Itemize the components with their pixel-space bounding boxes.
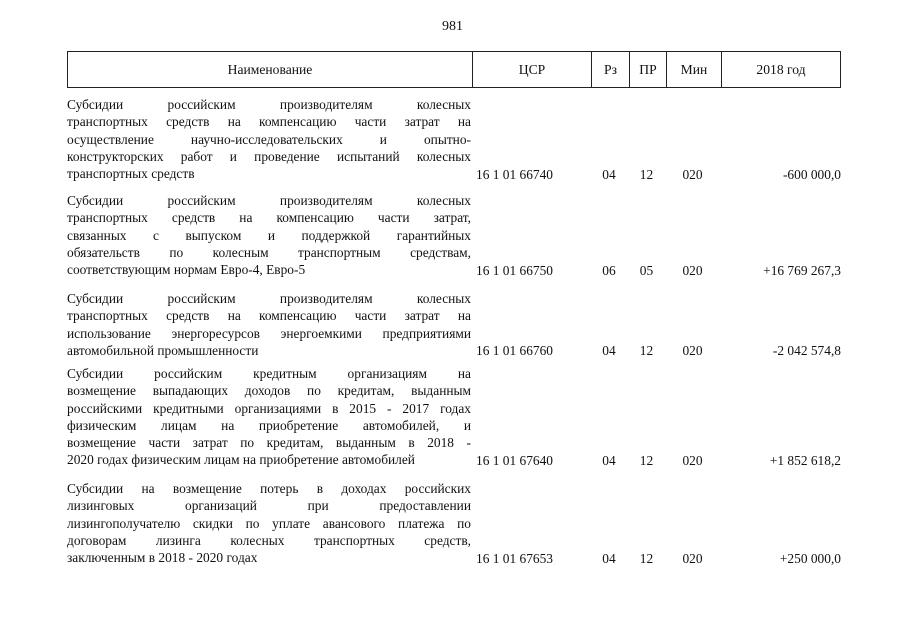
- row-name-line: транспортных средств на компенсацию части затрат на: [67, 308, 471, 324]
- row-name-line: автомобильной промышленности: [67, 342, 259, 358]
- table-header: [67, 51, 841, 88]
- row-name-line: договорам лизинга колесных транспортных средств,: [67, 532, 471, 548]
- row-csr: 16 1 01 67653: [476, 551, 553, 566]
- row-min: 020: [682, 263, 703, 278]
- row-name-line: лизингополучателю скидки по уплате авансового платежа по: [67, 515, 471, 531]
- row-csr: 16 1 01 66750: [476, 263, 553, 278]
- header-year: 2018 год: [721, 52, 840, 87]
- header-rz: Рз: [591, 52, 629, 87]
- row-amount: +250 000,0: [779, 551, 841, 566]
- row-name-line: обязательств по колесным транспортным средствам,: [67, 244, 471, 260]
- row-min: 020: [682, 167, 703, 182]
- row-min: 020: [682, 343, 703, 358]
- table-row: [67, 290, 841, 359]
- row-pr: 12: [639, 551, 654, 566]
- row-pr: 12: [639, 343, 654, 358]
- header-name: Наименование: [227, 62, 313, 77]
- row-amount: +1 852 618,2: [769, 453, 841, 468]
- row-rz: 04: [602, 343, 616, 358]
- row-name-line: лизинговых организаций при предоставлении: [67, 498, 471, 514]
- table-row: [67, 480, 841, 567]
- row-rz: 04: [602, 167, 616, 182]
- row-amount: -600 000,0: [782, 167, 841, 182]
- row-name-line: возмещение выпадающих доходов по кредитам, выданным: [67, 383, 471, 399]
- row-name-line: конструкторских работ и проведение испытаний колесных: [67, 148, 471, 164]
- page-number: 981: [442, 19, 463, 34]
- row-name: [67, 290, 471, 359]
- row-name-line: Субсидии российским производителям колесных: [67, 291, 471, 306]
- row-name-line: транспортных средств на компенсацию части затрат,: [67, 210, 471, 226]
- header-pr: ПР: [629, 52, 666, 87]
- row-pr: 12: [639, 453, 654, 468]
- table-row: [67, 96, 841, 183]
- row-name-line: осуществление научно-исследовательских и опытно-: [67, 131, 471, 147]
- row-name: [67, 96, 471, 182]
- row-name-line: заключенным в 2018 - 2020 годах: [67, 550, 258, 566]
- row-min: 020: [682, 551, 703, 566]
- row-rz: 04: [602, 551, 616, 566]
- row-name-line: физическим лицам на приобретение автомобилей, и: [67, 417, 471, 433]
- row-name-line: транспортных средств на компенсацию части затрат на: [67, 114, 471, 130]
- row-name-line: возмещение части затрат по кредитам, выданным в 2018 -: [67, 435, 471, 451]
- row-name-line: использование энергоресурсов энергоемкими предприятиями: [67, 325, 471, 341]
- header-min: Мин: [666, 52, 721, 87]
- row-name: [67, 365, 471, 469]
- row-name-line: Субсидии российским производителям колесных: [67, 193, 471, 208]
- row-name-line: транспортных средств: [67, 166, 195, 182]
- row-amount: -2 042 574,8: [772, 343, 841, 358]
- table-row: [67, 192, 841, 279]
- row-min: 020: [682, 453, 703, 468]
- row-name-line: связанных с выпуском и поддержкой гарантийных: [67, 227, 471, 243]
- row-rz: 06: [602, 263, 616, 278]
- row-pr: 12: [639, 167, 654, 182]
- row-name-line: 2020 годах физическим лицам на приобретение автомобилей: [67, 452, 415, 468]
- row-name-line: российскими кредитными организациями в 2015 - 2017 годах: [67, 400, 471, 416]
- row-name: [67, 192, 471, 278]
- row-amount: +16 769 267,3: [763, 263, 841, 278]
- row-csr: 16 1 01 66760: [476, 343, 553, 358]
- row-name-line: Субсидии на возмещение потерь в доходах российских: [67, 481, 471, 496]
- row-name: [67, 480, 471, 566]
- row-name-line: соответствующим нормам Евро-4, Евро-5: [67, 262, 306, 278]
- row-pr: 05: [639, 263, 654, 278]
- header-csr: ЦСР: [472, 52, 591, 87]
- row-csr: 16 1 01 67640: [476, 453, 553, 468]
- row-csr: 16 1 01 66740: [476, 167, 553, 182]
- row-name-line: Субсидии российским кредитным организациям на: [67, 366, 471, 381]
- row-name-line: Субсидии российским производителям колесных: [67, 97, 471, 112]
- row-rz: 04: [602, 453, 616, 468]
- table-row: [67, 365, 841, 469]
